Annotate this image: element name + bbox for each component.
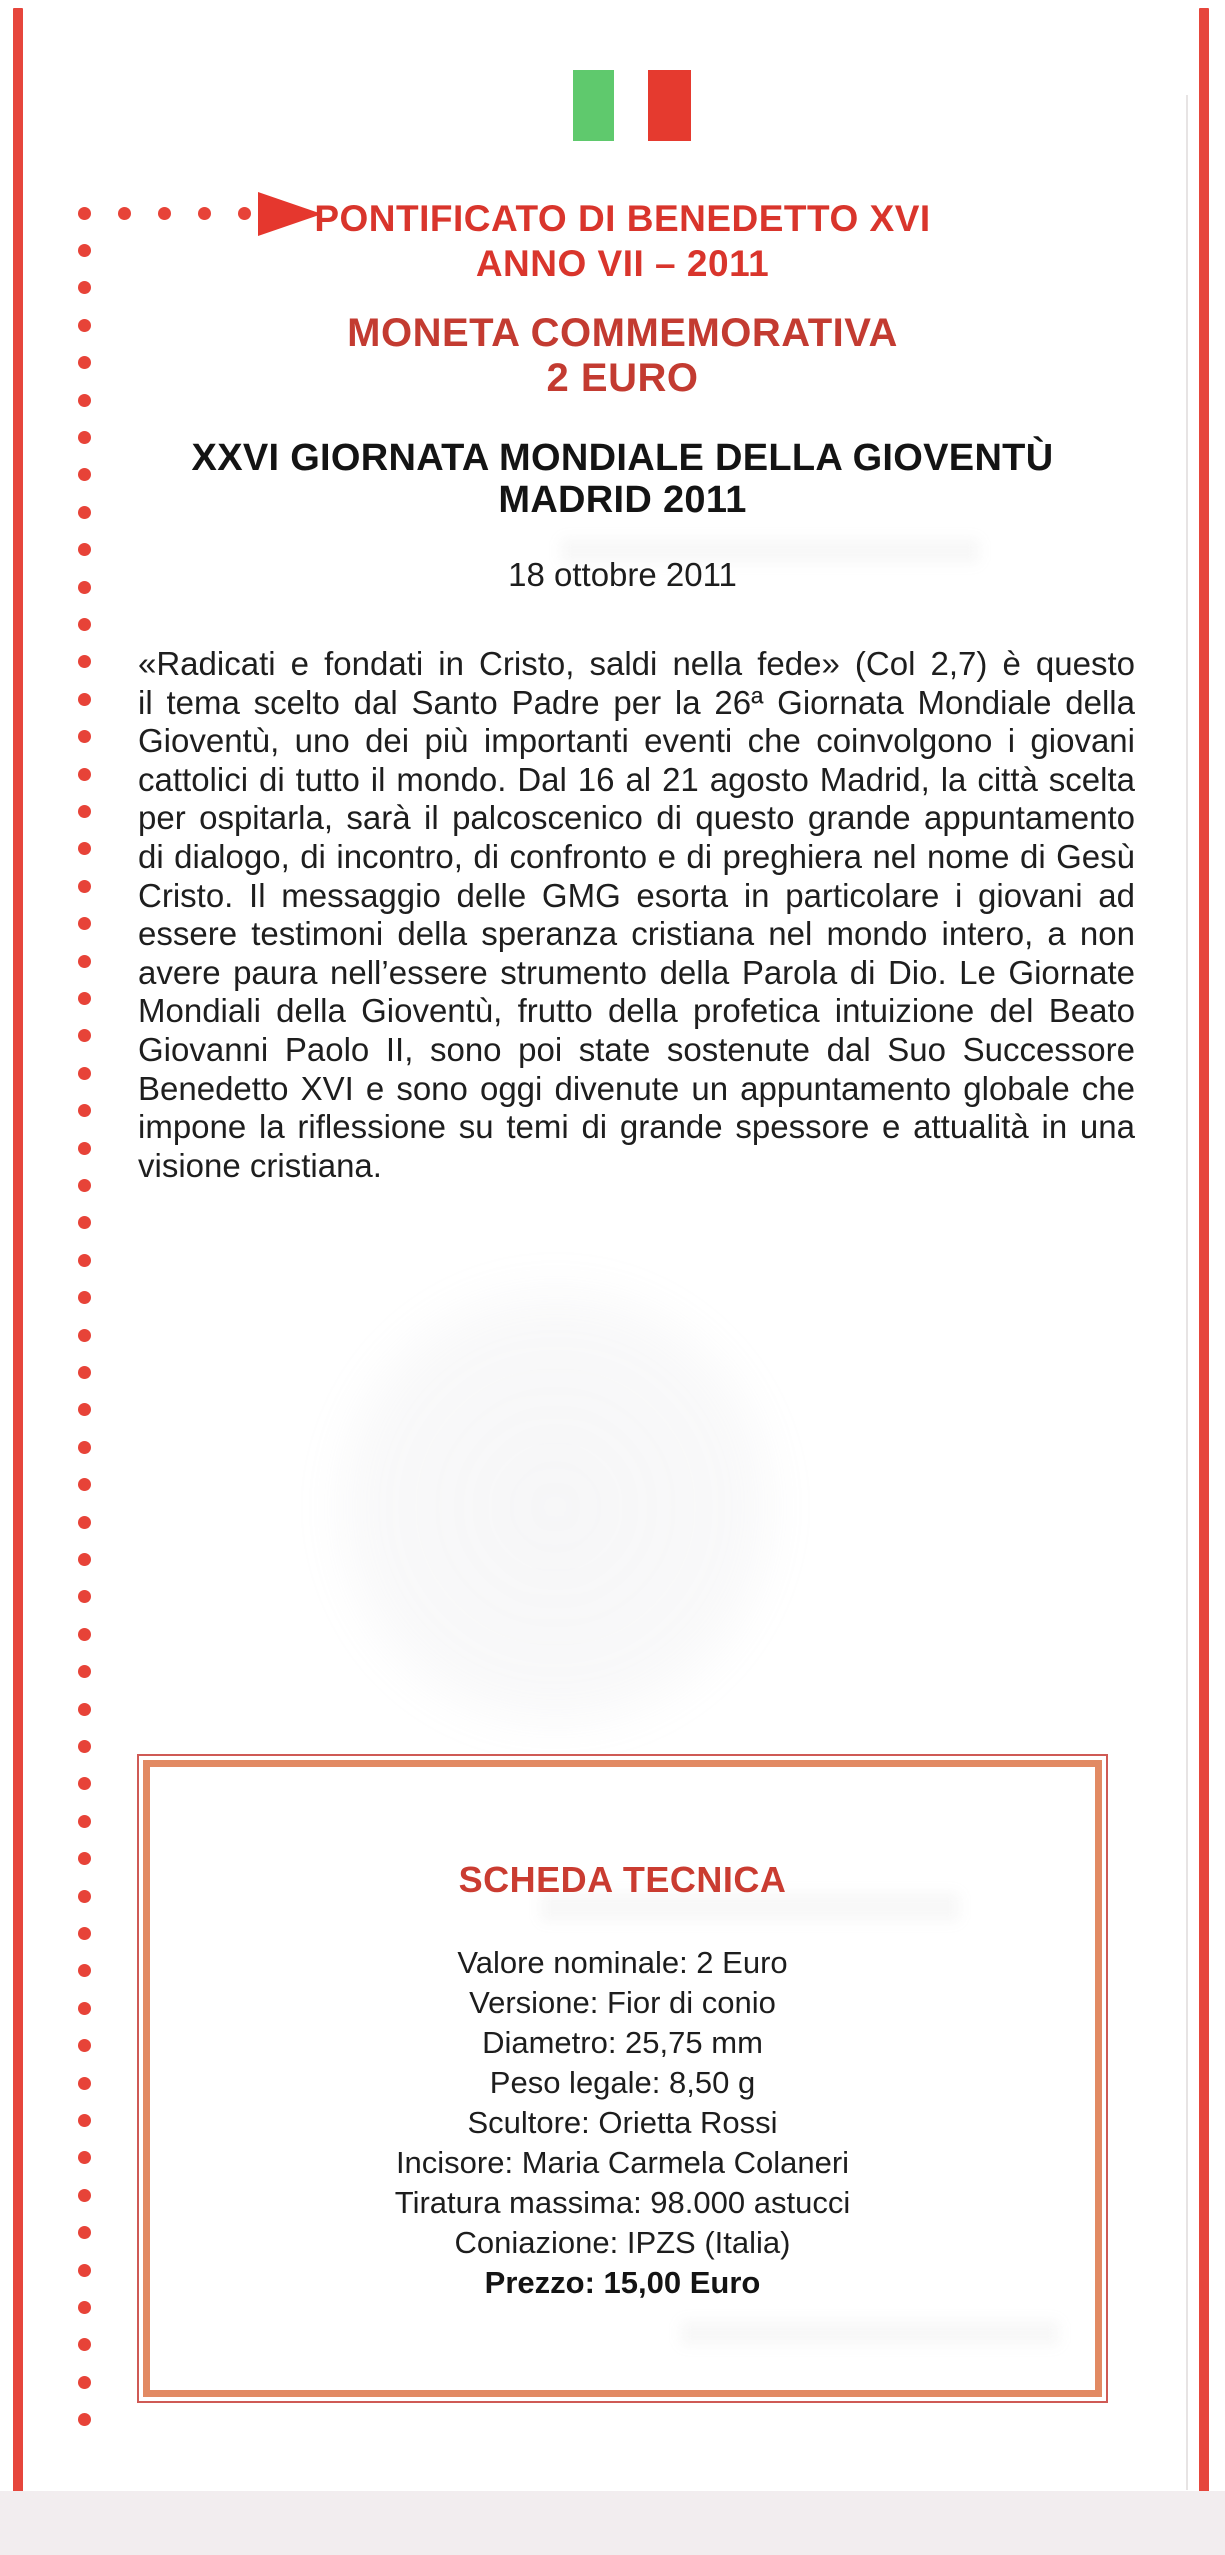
paragraph-line: Gioventù, uno dei più importanti eventi che coinvolgono i giovani bbox=[138, 722, 1135, 760]
technical-data-row: Tiratura massima: 98.000 astucci bbox=[394, 2185, 851, 2220]
red-dot bbox=[78, 693, 91, 706]
red-dot bbox=[78, 1964, 91, 1977]
red-dot bbox=[78, 2226, 91, 2239]
red-dot bbox=[78, 2413, 91, 2426]
scan-bottom-band bbox=[0, 2491, 1225, 2555]
paragraph-line: cattolici di tutto il mondo. Dal 16 al 21 agosto Madrid, la città scelta bbox=[138, 760, 1135, 798]
red-dot bbox=[78, 2151, 91, 2164]
red-dot bbox=[78, 1927, 91, 1940]
technical-data-rows bbox=[150, 1943, 1095, 2263]
price-row: Prezzo: 15,00 Euro bbox=[484, 2265, 761, 2300]
red-dot bbox=[78, 1703, 91, 1716]
red-dot bbox=[78, 2264, 91, 2277]
red-dot bbox=[78, 730, 91, 743]
red-dot bbox=[78, 1329, 91, 1342]
red-dot bbox=[78, 2338, 91, 2351]
red-dot bbox=[78, 1478, 91, 1491]
main-title-line1: PONTIFICATO DI BENEDETTO XVI bbox=[314, 198, 931, 239]
red-dot bbox=[78, 955, 91, 968]
red-dot bbox=[78, 1254, 91, 1267]
paragraph-line: Giovanni Paolo II, sono poi state sostenute dal Suo Successore bbox=[138, 1030, 1135, 1068]
flag-green-stripe bbox=[573, 70, 614, 141]
red-dot bbox=[78, 1516, 91, 1529]
red-dot bbox=[78, 805, 91, 818]
paragraph-line: visione cristiana. bbox=[138, 1146, 382, 1184]
paragraph-line: di dialogo, di incontro, di confronto e di preghiera nel nome di Gesù bbox=[138, 837, 1135, 875]
paragraph-line: essere testimoni della speranza cristiana nel mondo intero, a non bbox=[138, 915, 1135, 953]
coin-subtitle-line1: MONETA COMMEMORATIVA bbox=[347, 311, 898, 355]
paragraph-line: per ospitarla, sarà il palcoscenico di questo grande appuntamento bbox=[138, 799, 1135, 837]
red-dot bbox=[78, 2077, 91, 2090]
paragraph-line: Mondiali della Gioventù, frutto della profetica intuizione del Beato bbox=[138, 992, 1135, 1030]
red-dot bbox=[78, 1590, 91, 1603]
red-dot bbox=[78, 655, 91, 668]
red-dot bbox=[78, 2002, 91, 2015]
paragraph-line: Benedetto XVI e sono oggi divenute un appuntamento globale che bbox=[138, 1069, 1135, 1107]
red-dot bbox=[78, 880, 91, 893]
event-title-line2: MADRID 2011 bbox=[498, 479, 747, 521]
technical-data-row: Incisore: Maria Carmela Colaneri bbox=[395, 2145, 850, 2180]
red-dot bbox=[78, 768, 91, 781]
red-dot bbox=[78, 992, 91, 1005]
red-dot bbox=[78, 917, 91, 930]
paragraph-line: avere paura nell’essere strumento della Parola di Dio. Le Giornate bbox=[138, 953, 1135, 991]
technical-data-row: Valore nominale: 2 Euro bbox=[457, 1945, 788, 1980]
red-dot bbox=[78, 2039, 91, 2052]
red-dot bbox=[78, 1740, 91, 1753]
red-dot bbox=[78, 543, 91, 556]
red-dot bbox=[78, 1890, 91, 1903]
technical-data-content bbox=[150, 1767, 1095, 2390]
flag-red-stripe bbox=[648, 70, 691, 141]
red-dot bbox=[78, 1067, 91, 1080]
red-dot bbox=[78, 1216, 91, 1229]
red-dot bbox=[78, 1104, 91, 1117]
red-dot bbox=[78, 1403, 91, 1416]
red-dot bbox=[78, 1366, 91, 1379]
main-title-line2: ANNO VII – 2011 bbox=[475, 243, 770, 284]
red-dot bbox=[78, 1852, 91, 1865]
coin-subtitle-line2: 2 EURO bbox=[546, 356, 699, 400]
description-paragraph bbox=[138, 645, 1135, 1185]
paragraph-line: impone la riflessione su temi di grande spessore e attualità in una bbox=[138, 1108, 1135, 1146]
paragraph-line: il tema scelto dal Santo Padre per la 26ª Giornata Mondiale della bbox=[138, 683, 1135, 721]
paragraph-line: Cristo. Il messaggio delle GMG esorta in particolare i giovani ad bbox=[138, 876, 1135, 914]
red-dot bbox=[78, 842, 91, 855]
red-dot bbox=[78, 2301, 91, 2314]
red-dot bbox=[78, 1142, 91, 1155]
red-dot bbox=[78, 1628, 91, 1641]
event-title bbox=[20, 437, 1225, 521]
red-dot bbox=[78, 2189, 91, 2202]
red-dot bbox=[78, 1179, 91, 1192]
event-title-line1: XXVI GIORNATA MONDIALE DELLA GIOVENTÙ bbox=[191, 437, 1054, 479]
main-title bbox=[20, 196, 1225, 286]
red-dot bbox=[78, 618, 91, 631]
technical-data-box-inner-border bbox=[143, 1760, 1102, 2397]
coin-subtitle bbox=[20, 311, 1225, 401]
red-dot bbox=[78, 1815, 91, 1828]
red-dot bbox=[78, 2114, 91, 2127]
red-dot bbox=[78, 1291, 91, 1304]
issue-date: 18 ottobre 2011 bbox=[508, 556, 737, 593]
paragraph-line: «Radicati e fondati in Cristo, saldi nella fede» (Col 2,7) è questo bbox=[138, 645, 1135, 682]
red-dot bbox=[78, 2376, 91, 2389]
technical-data-row: Diametro: 25,75 mm bbox=[482, 2025, 763, 2060]
technical-data-title: SCHEDA TECNICA bbox=[458, 1859, 787, 1900]
technical-data-row: Peso legale: 8,50 g bbox=[489, 2065, 756, 2100]
technical-data-box bbox=[137, 1754, 1108, 2403]
red-dot bbox=[78, 1777, 91, 1790]
red-dot bbox=[78, 1441, 91, 1454]
technical-data-row: Scultore: Orietta Rossi bbox=[467, 2105, 778, 2140]
red-dot bbox=[78, 1553, 91, 1566]
coin-bleedthrough-ghost bbox=[318, 1268, 793, 1746]
red-dot bbox=[78, 1665, 91, 1678]
technical-data-row: Coniazione: IPZS (Italia) bbox=[454, 2225, 791, 2260]
technical-data-row: Versione: Fior di conio bbox=[469, 1985, 776, 2020]
red-dot bbox=[78, 1029, 91, 1042]
